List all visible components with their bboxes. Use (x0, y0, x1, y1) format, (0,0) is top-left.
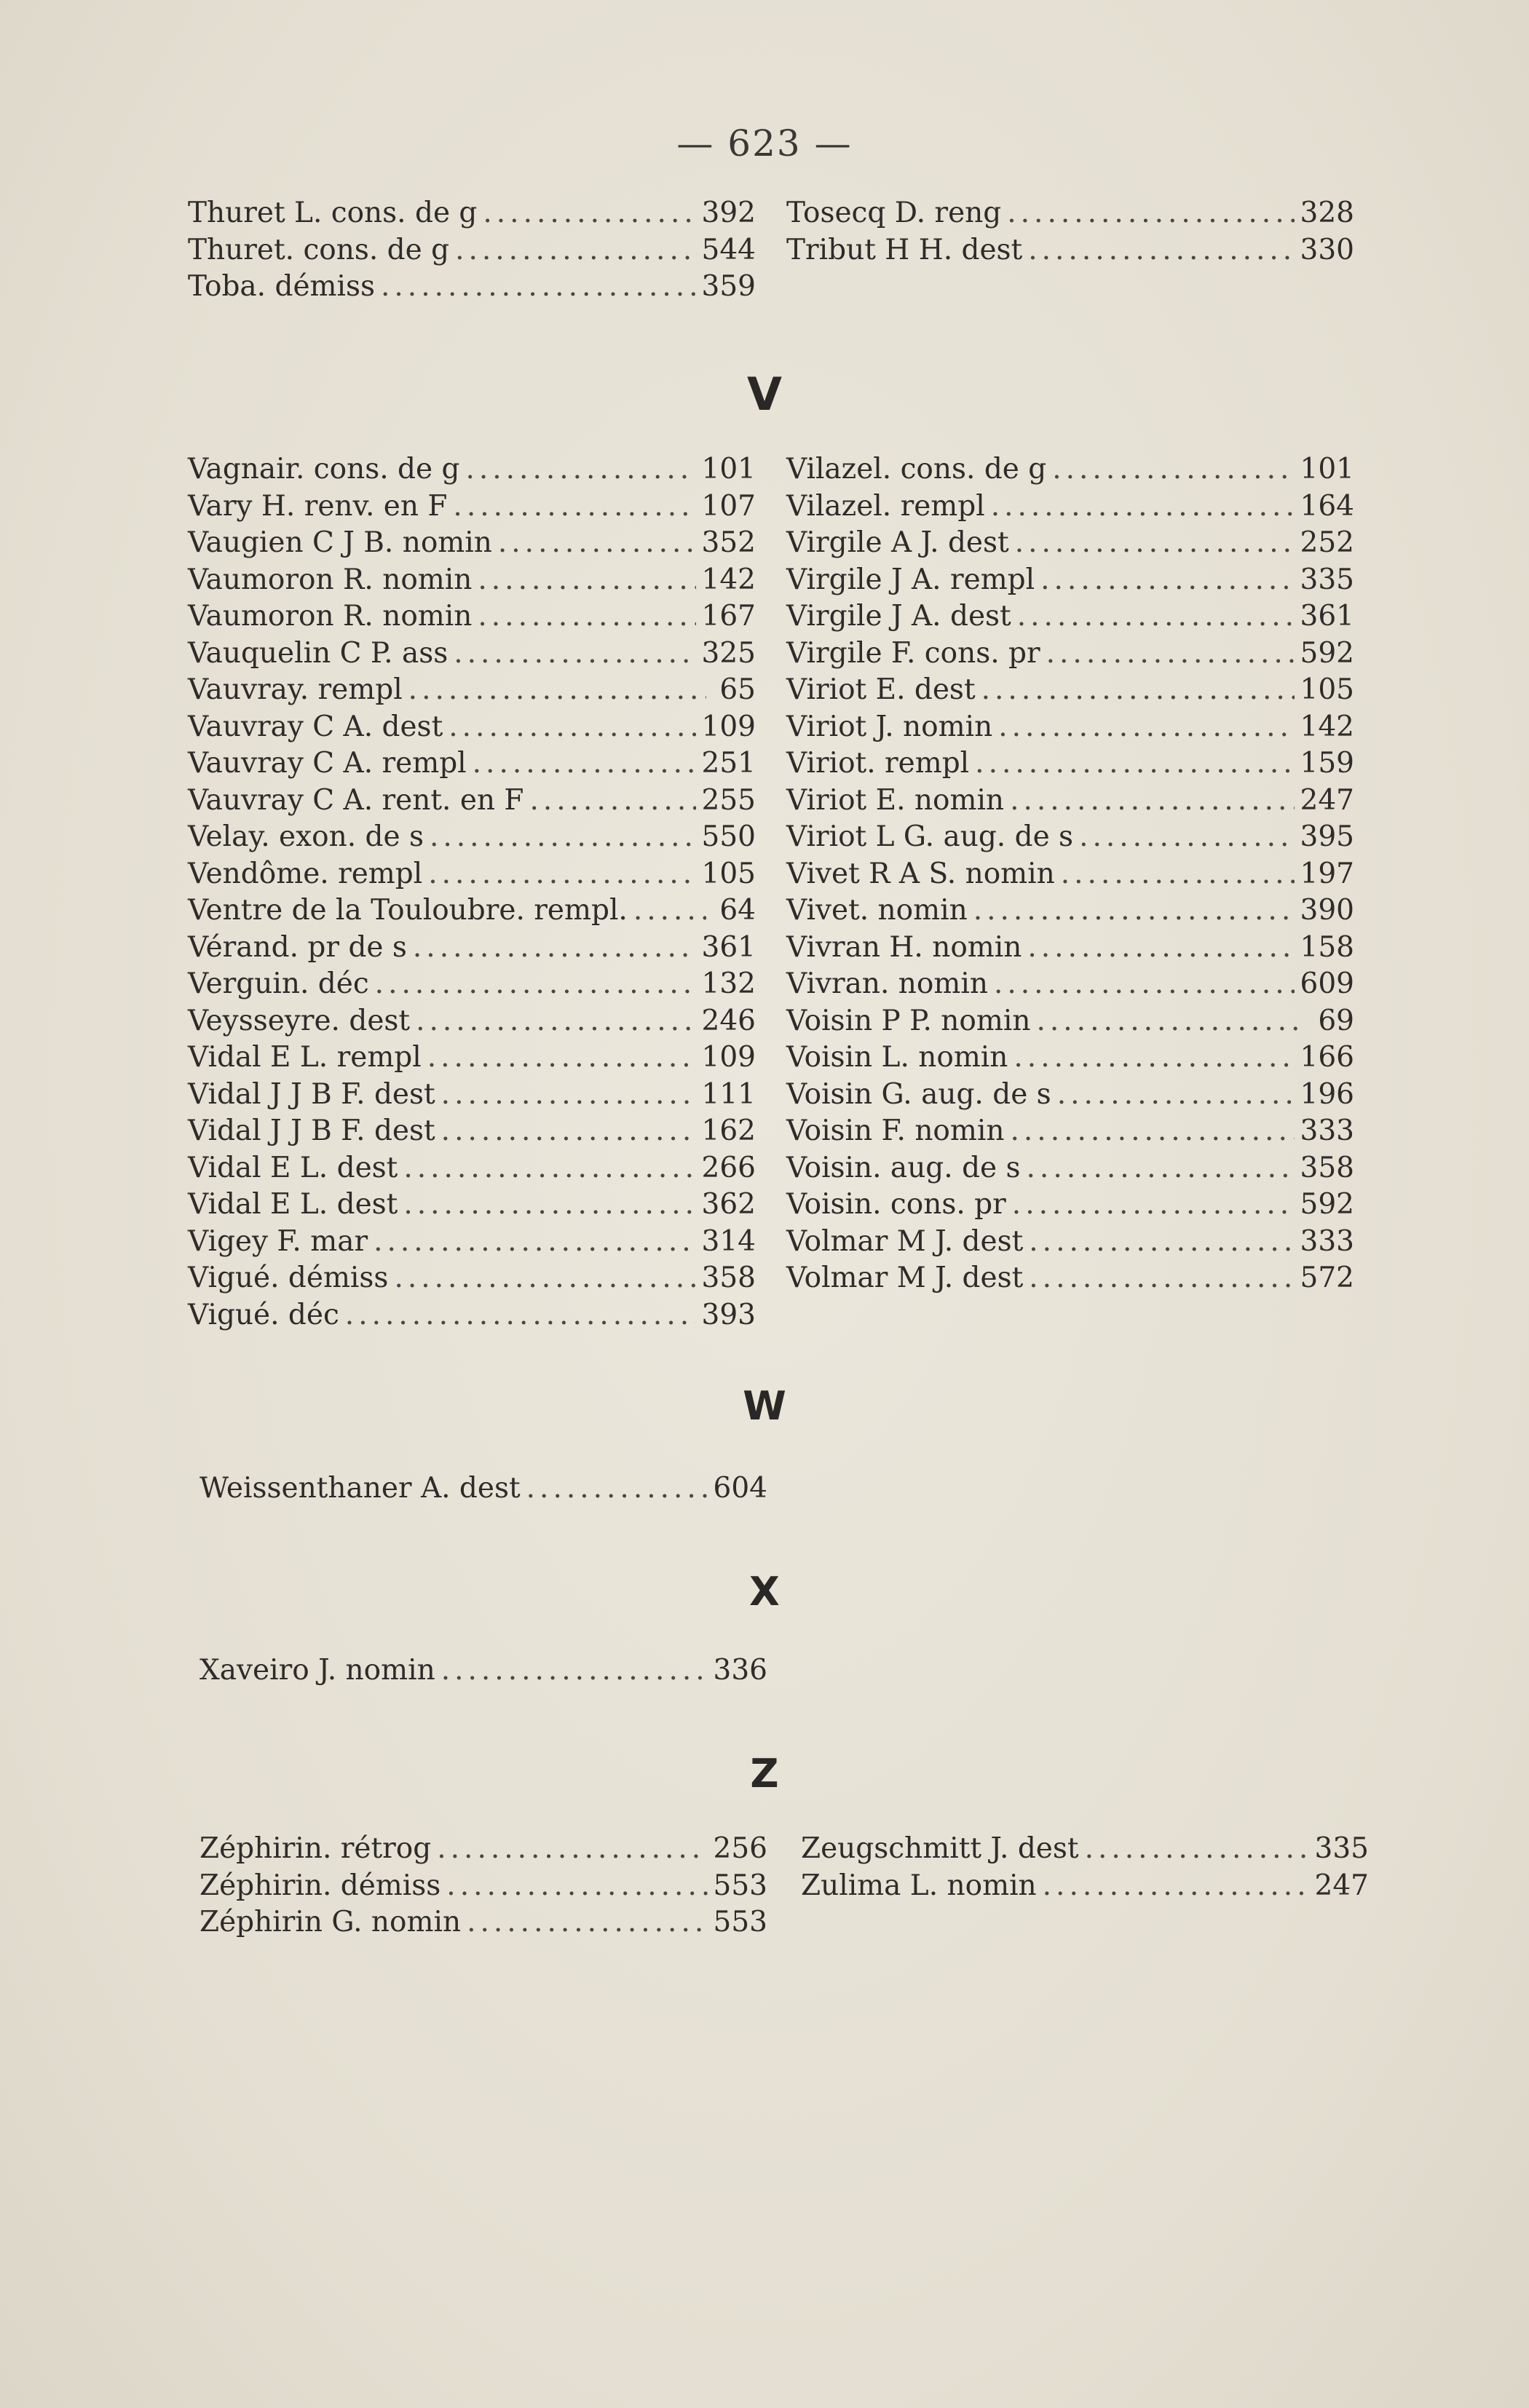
index-entry (786, 745, 1354, 783)
dot-leader (375, 966, 696, 1003)
entry-name: Viriot E. nomin (786, 783, 1005, 817)
entry-page-number: 109 (701, 710, 756, 743)
index-entry (188, 966, 756, 1003)
entry-page-number: 167 (701, 600, 756, 633)
entry-page-number: 358 (1300, 1151, 1354, 1184)
entry-name: Vivet R A S. nomin (786, 857, 1055, 890)
index-entry (188, 1224, 756, 1261)
index-entry (188, 1297, 756, 1334)
index-entry (786, 1187, 1354, 1224)
index-entry (786, 819, 1354, 856)
entry-page-number: 111 (701, 1077, 756, 1111)
entry-page-number: 392 (701, 197, 756, 229)
index-entry (188, 1187, 756, 1224)
dot-leader (473, 745, 696, 783)
x-left-column (199, 1652, 767, 1690)
entry-name: Virgile F. cons. pr (786, 636, 1040, 670)
index-entry (188, 562, 756, 599)
dot-leader (437, 1831, 707, 1868)
dot-leader (1036, 1003, 1305, 1040)
index-entry (786, 635, 1354, 673)
index-entry (188, 1150, 756, 1187)
dot-leader (427, 1039, 696, 1077)
entry-name: Zulima L. nomin (801, 1869, 1037, 1902)
entry-name: Ventre de la Touloubre. rempl. (188, 894, 628, 927)
entry-name: Voisin G. aug. de s (786, 1077, 1051, 1111)
index-entry (786, 892, 1354, 930)
entry-name: Virgile J A. rempl (786, 563, 1035, 596)
entry-name: Voisin. aug. de s (786, 1151, 1021, 1184)
entry-name: Viriot L G. aug. de s (786, 820, 1074, 853)
entry-page-number: 328 (1300, 197, 1354, 229)
entry-page-number: 64 (719, 894, 756, 927)
entry-page-number: 544 (701, 233, 756, 266)
index-entry (188, 232, 756, 269)
index-entry (786, 1224, 1354, 1261)
index-entry (786, 598, 1354, 635)
section-letter-z: Z (750, 1751, 779, 1797)
dot-leader (1057, 1077, 1295, 1114)
entry-name: Thuret L. cons. de g (188, 197, 478, 229)
index-entry (786, 930, 1354, 967)
index-entry (786, 525, 1354, 562)
entry-name: Vauvray C A. rent. en F (188, 783, 524, 817)
dot-leader (467, 1904, 707, 1941)
entry-page-number: 162 (701, 1114, 756, 1147)
page-number: — 623 — (676, 122, 853, 165)
dot-leader (478, 562, 695, 599)
entry-page-number: 159 (1300, 747, 1354, 780)
index-entry (199, 1868, 767, 1905)
entry-name: Vauvray C A. dest (188, 710, 443, 743)
entry-page-number: 330 (1300, 233, 1354, 266)
entry-name: Vidal J J B F. dest (188, 1114, 435, 1147)
entry-name: Vidal J J B F. dest (188, 1077, 435, 1111)
dot-leader (403, 1187, 695, 1224)
dot-leader (1007, 195, 1294, 232)
entry-name: Zéphirin. démiss (199, 1869, 441, 1902)
entry-name: Volmar M J. dest (786, 1224, 1024, 1258)
dot-leader (449, 709, 695, 746)
entry-page-number: 255 (701, 783, 756, 817)
dot-leader (430, 819, 696, 856)
dot-leader (991, 488, 1295, 526)
entry-name: Thuret. cons. de g (188, 233, 450, 266)
dot-leader (1028, 232, 1294, 269)
entry-name: Vidal E L. dest (188, 1188, 398, 1221)
index-entry (199, 1831, 767, 1868)
entry-name: Viriot J. nomin (786, 710, 993, 743)
entry-name: Vérand. pr de s (188, 930, 407, 964)
entry-page-number: 105 (1300, 673, 1354, 706)
entry-name: Vivran. nomin (786, 967, 988, 1000)
entry-page-number: 333 (1300, 1114, 1354, 1147)
index-entry (786, 488, 1354, 526)
entry-page-number: 247 (1300, 783, 1354, 817)
entry-page-number: 197 (1300, 857, 1354, 890)
dot-leader (526, 1470, 708, 1508)
index-entry (786, 1003, 1354, 1040)
dot-leader (1015, 525, 1295, 562)
entry-name: Zéphirin. rétrog (199, 1832, 432, 1865)
entry-name: Vilazel. rempl (786, 489, 985, 523)
entry-page-number: 314 (701, 1224, 756, 1258)
dot-leader (994, 966, 1295, 1003)
dot-leader (1061, 856, 1295, 893)
dot-leader (1043, 1868, 1309, 1905)
entry-page-number: 359 (701, 270, 756, 303)
entry-name: Vaumoron R. nomin (188, 600, 473, 633)
dot-leader (465, 451, 695, 488)
entry-page-number: 553 (713, 1906, 767, 1938)
dot-leader (1017, 598, 1295, 635)
entry-name: Tosecq D. reng (786, 197, 1002, 229)
z-left-column (199, 1831, 767, 1941)
entry-page-number: 592 (1300, 636, 1354, 670)
index-entry (188, 598, 756, 635)
dot-leader (1011, 1113, 1295, 1150)
entry-name: Velay. exon. de s (188, 820, 424, 853)
index-entry (188, 1003, 756, 1040)
entry-page-number: 361 (701, 930, 756, 964)
entry-page-number: 335 (1300, 563, 1354, 596)
index-entry (188, 635, 756, 673)
entry-page-number: 142 (1300, 710, 1354, 743)
entry-page-number: 69 (1318, 1004, 1354, 1037)
index-entry (801, 1831, 1369, 1868)
entry-page-number: 266 (701, 1151, 756, 1184)
entry-page-number: 101 (701, 453, 756, 486)
entry-page-number: 158 (1300, 930, 1354, 964)
entry-name: Vauquelin C P. ass (188, 636, 449, 670)
dot-leader (1012, 1187, 1295, 1224)
dot-leader (1029, 1224, 1294, 1261)
index-entry (786, 1113, 1354, 1150)
dot-leader (455, 232, 695, 269)
dot-leader (633, 892, 706, 930)
dot-leader (1079, 819, 1294, 856)
entry-page-number: 335 (1314, 1832, 1369, 1865)
entry-name: Volmar M J. dest (786, 1262, 1024, 1294)
dot-leader (1027, 1150, 1295, 1187)
dot-leader (1040, 562, 1294, 599)
entry-name: Voisin L. nomin (786, 1041, 1008, 1074)
dot-leader (529, 783, 695, 820)
entry-page-number: 550 (701, 820, 756, 853)
entry-name: Veysseyre. dest (188, 1004, 411, 1037)
dot-leader (1052, 451, 1294, 488)
entry-page-number: 390 (1300, 894, 1354, 927)
entry-page-number: 358 (701, 1262, 756, 1294)
entry-page-number: 609 (1300, 967, 1354, 1000)
entry-name: Virgile J A. dest (786, 600, 1011, 633)
index-entry (188, 672, 756, 709)
dot-leader (453, 488, 695, 526)
entry-page-number: 105 (701, 857, 756, 890)
dot-leader (394, 1260, 695, 1297)
index-entry (786, 856, 1354, 893)
entry-page-number: 395 (1300, 820, 1354, 853)
section-letter-w: W (743, 1383, 786, 1429)
entry-page-number: 325 (701, 636, 756, 670)
v-right-column (786, 451, 1354, 1297)
entry-page-number: 251 (701, 747, 756, 780)
entry-name: Vary H. renv. en F (188, 489, 448, 523)
index-entry (188, 892, 756, 930)
dot-leader (454, 635, 695, 673)
index-entry (786, 232, 1354, 269)
index-entry (188, 1260, 756, 1297)
entry-page-number: 246 (701, 1004, 756, 1037)
entry-page-number: 166 (1300, 1041, 1354, 1074)
entry-page-number: 196 (1300, 1077, 1354, 1111)
index-entry (188, 269, 756, 306)
entry-name: Toba. démiss (188, 270, 376, 303)
t-left-column (188, 195, 756, 306)
dot-leader (1027, 930, 1294, 967)
dot-leader (998, 709, 1294, 746)
entry-name: Vidal E L. rempl (188, 1041, 422, 1074)
entry-page-number: 65 (719, 673, 756, 706)
dot-leader (478, 598, 695, 635)
entry-page-number: 109 (701, 1041, 756, 1074)
dot-leader (381, 269, 696, 306)
dot-leader (973, 892, 1295, 930)
section-letter-v: V (747, 368, 782, 421)
entry-name: Viriot E. dest (786, 673, 976, 706)
index-entry (786, 1260, 1354, 1297)
entry-name: Vigey F. mar (188, 1224, 368, 1258)
dot-leader (441, 1077, 696, 1114)
index-entry (786, 1150, 1354, 1187)
dot-leader (441, 1113, 696, 1150)
entry-name: Vidal E L. dest (188, 1151, 398, 1184)
entry-page-number: 132 (701, 967, 756, 1000)
dot-leader (374, 1224, 695, 1261)
index-entry (188, 709, 756, 746)
index-entry (188, 1113, 756, 1150)
entry-name: Voisin. cons. pr (786, 1188, 1006, 1221)
index-entry (199, 1904, 767, 1941)
index-entry (188, 745, 756, 783)
dot-leader (345, 1297, 696, 1334)
index-entry (786, 195, 1354, 232)
entry-name: Vauvray C A. rempl (188, 747, 467, 780)
dot-leader (441, 1652, 708, 1690)
index-entry (188, 1077, 756, 1114)
v-left-column (188, 451, 756, 1334)
entry-page-number: 352 (701, 526, 756, 559)
entry-name: Tribut H H. dest (786, 233, 1023, 266)
entry-name: Vendôme. rempl (188, 857, 423, 890)
entry-name: Zéphirin G. nomin (199, 1906, 462, 1938)
entry-name: Vauvray. rempl (188, 673, 403, 706)
entry-page-number: 101 (1300, 453, 1354, 486)
entry-name: Vaumoron R. nomin (188, 563, 473, 596)
entry-page-number: 572 (1300, 1262, 1354, 1294)
dot-leader (403, 1150, 695, 1187)
index-entry (188, 1039, 756, 1077)
index-entry (786, 562, 1354, 599)
entry-page-number: 592 (1300, 1188, 1354, 1221)
dot-leader (416, 1003, 695, 1040)
dot-leader (1029, 1260, 1294, 1297)
index-entry (786, 783, 1354, 820)
entry-page-number: 247 (1314, 1869, 1369, 1902)
entry-page-number: 336 (713, 1654, 767, 1687)
dot-leader (413, 930, 696, 967)
entry-name: Vivet. nomin (786, 894, 968, 927)
index-entry (199, 1470, 767, 1508)
entry-page-number: 252 (1300, 526, 1354, 559)
index-entry (786, 451, 1354, 488)
dot-leader (981, 672, 1295, 709)
index-entry (188, 525, 756, 562)
entry-page-number: 393 (701, 1298, 756, 1331)
dot-leader (1014, 1039, 1294, 1077)
entry-name: Voisin F. nomin (786, 1114, 1005, 1147)
dot-leader (1010, 783, 1294, 820)
index-entry (786, 1077, 1354, 1114)
entry-page-number: 553 (713, 1869, 767, 1902)
entry-page-number: 164 (1300, 489, 1354, 523)
index-entry (188, 856, 756, 893)
entry-name: Vilazel. cons. de g (786, 453, 1047, 486)
index-entry (786, 1039, 1354, 1077)
entry-name: Verguin. déc (188, 967, 369, 1000)
entry-page-number: 333 (1300, 1224, 1354, 1258)
index-entry (188, 488, 756, 526)
entry-page-number: 604 (713, 1472, 767, 1505)
dot-leader (1046, 635, 1295, 673)
entry-name: Vigué. démiss (188, 1262, 389, 1294)
entry-page-number: 361 (1300, 600, 1354, 633)
index-entry (188, 783, 756, 820)
entry-name: Zeugschmitt J. dest (801, 1832, 1079, 1865)
entry-name: Virgile A J. dest (786, 526, 1009, 559)
entry-name: Voisin P P. nomin (786, 1004, 1031, 1037)
z-right-column (801, 1831, 1369, 1904)
index-entry (786, 672, 1354, 709)
entry-page-number: 142 (701, 563, 756, 596)
index-entry (188, 195, 756, 232)
dot-leader (498, 525, 696, 562)
entry-name: Xaveiro J. nomin (199, 1654, 435, 1687)
entry-name: Vagnair. cons. de g (188, 453, 460, 486)
dot-leader (446, 1868, 707, 1905)
index-entry (188, 819, 756, 856)
t-right-column (786, 195, 1354, 269)
entry-name: Weissenthaner A. dest (199, 1472, 521, 1505)
w-left-column (199, 1470, 767, 1508)
entry-page-number: 107 (701, 489, 756, 523)
index-entry (786, 709, 1354, 746)
dot-leader (975, 745, 1294, 783)
entry-name: Viriot. rempl (786, 747, 970, 780)
entry-name: Vigué. déc (188, 1298, 339, 1331)
index-entry (188, 930, 756, 967)
entry-page-number: 362 (701, 1188, 756, 1221)
entry-name: Vaugien C J B. nomin (188, 526, 492, 559)
section-letter-x: X (749, 1569, 780, 1615)
entry-name: Vivran H. nomin (786, 930, 1022, 964)
index-entry (188, 451, 756, 488)
dot-leader (1085, 1831, 1309, 1868)
index-entry (786, 966, 1354, 1003)
index-entry (801, 1868, 1369, 1905)
entry-page-number: 256 (713, 1832, 767, 1865)
index-entry (199, 1652, 767, 1690)
dot-leader (428, 856, 695, 893)
dot-leader (408, 672, 706, 709)
dot-leader (483, 195, 695, 232)
